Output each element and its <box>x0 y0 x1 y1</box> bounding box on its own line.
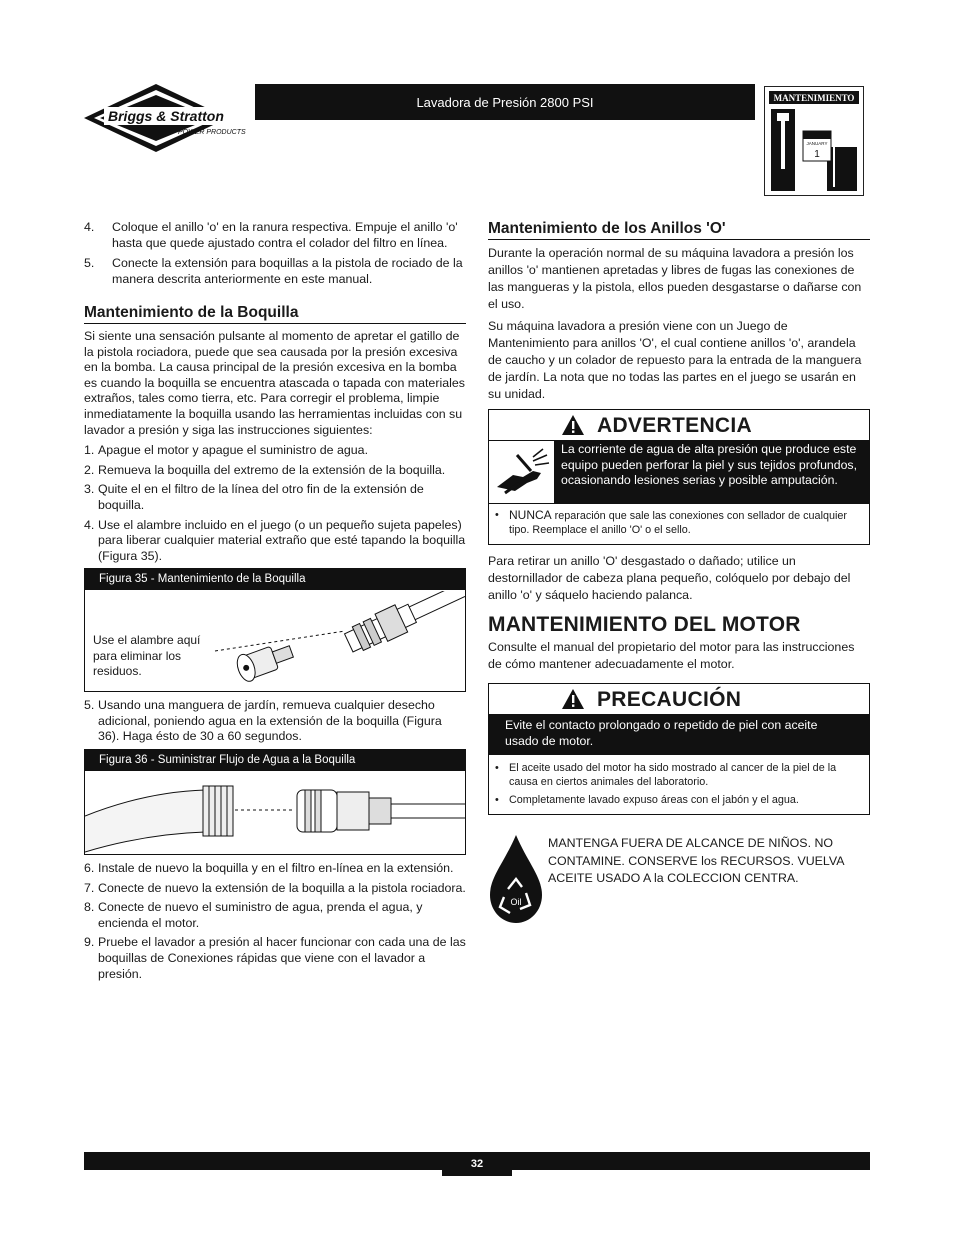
warning-bullets <box>489 503 869 544</box>
engine-paragraph: Consulte el manual del propietario del motor para las instrucciones de cómo mantener adecuadamente el motor. <box>488 640 855 671</box>
item-number: 1. <box>84 443 95 458</box>
item-number: 5. <box>84 698 95 713</box>
warning-triangle-icon <box>561 414 585 436</box>
list-item <box>84 518 466 565</box>
warning-bullet-lead: NUNCA <box>509 508 552 522</box>
caution-bullet-text: El aceite usado del motor ha sido mostrado al cancer de la piel de la causa en ciertos animales del laboratorio. <box>509 762 837 788</box>
list-item <box>84 463 466 479</box>
briggs-stratton-logo <box>82 82 254 154</box>
item-text: Conecte de nuevo la extensión de la boquilla a la pistola rociadora. <box>98 880 466 895</box>
engine-heading: MANTENIMIENTO DEL MOTOR <box>488 613 801 636</box>
warning-bullet-text: reparación que sale las conexiones con sellador de cualquier tipo. Reemplace el anillo 'O' o el sello. <box>509 510 847 536</box>
figure-36-title: Figura 36 - Suministrar Flujo de Agua a la Boquilla <box>85 750 465 771</box>
item-text: Apague el motor y apague el suministro de agua. <box>98 443 369 458</box>
caution-triangle-icon <box>561 688 585 710</box>
oil-recycle-icon <box>488 833 548 930</box>
oring-paragraph-1: Durante la operación normal de su máquina lavadora a presión los anillos 'o' mantienen apretadas y libres de fugas las conexiones de las mangueras y la pistola, ellos pueden desgastarse o dañarse con el uso. <box>488 246 862 311</box>
item-number: 2. <box>84 462 95 477</box>
warning-bullet: • NUNCA reparación que sale las conexiones con sellador de cualquier tipo. Reemplace el anillo 'O' o el sello. <box>495 508 847 536</box>
oil-label: Oil <box>510 897 522 907</box>
item-text: Instale de nuevo la boquilla y en el filtro en-línea en la extensión. <box>98 861 454 876</box>
warning-body <box>489 440 869 503</box>
figure-35 <box>84 568 466 692</box>
figure-36 <box>84 749 466 855</box>
calendar-day: 1 <box>814 149 820 160</box>
hand-spray-hazard-icon <box>489 441 555 503</box>
caution-bullets <box>489 755 869 814</box>
item-text: Remueva la boquilla del extremo de la extensión de la boquilla. <box>98 462 446 477</box>
caution-bullet: • Completamente lavado expuso áreas con el jabón y el agua. <box>495 794 799 806</box>
figure-35-title: Figura 35 - Mantenimiento de la Boquilla <box>85 569 465 590</box>
nozzle-illustration <box>205 591 465 691</box>
nozzle-intro: Si siente una sensación pulsante al momento de apretar el gatillo de la pistola rociadora, puede que sea causada por la presión excesiva en la bomba. La causa principal de la presión excesiva en la bomba es cuando la boquilla se encuentra atascada o tapada con materiales extraños, tales como tierra, etc. Para corregir el problema, limpie inmediatamente la boquilla usando las herramientas incluidas con su lavador a presión y siga las instrucciones siguientes: <box>84 328 465 437</box>
item-number: 9. <box>84 935 95 950</box>
calendar-month: JANUARY <box>806 141 828 146</box>
recycle-notice <box>488 833 870 930</box>
caution-bullet: • El aceite usado del motor ha sido mostrado al cancer de la piel de la causa en ciertos animales del laboratorio. <box>495 761 863 789</box>
recycle-text: MANTENGA FUERA DE ALCANCE DE NIÑOS. NO CONTAMINE. CONSERVE los RECURSOS. VUELVA ACEITE USADO A la COLECCION CENTRA. <box>548 836 844 885</box>
item-text: Coloque el anillo 'o' en la ranura respectiva. Empuje el anillo 'o' hasta que quede ajustado contra el colador del filtro en línea. <box>112 220 458 250</box>
figure-35-callout: Use el alambre aquí para eliminar los residuos. <box>93 633 201 679</box>
item-text: Pruebe el lavador a presión al hacer funcionar con cada una de las boquillas de Conexiones rápidas que viene con el lavador a presión. <box>98 935 466 981</box>
oring-heading: Mantenimiento de los Anillos 'O' <box>488 220 870 240</box>
item-number: 3. <box>84 482 95 497</box>
hose-illustration <box>85 772 465 854</box>
list-item <box>84 482 466 513</box>
item-number: 4. <box>84 517 95 532</box>
list-item <box>84 900 466 931</box>
list-item <box>84 698 466 745</box>
item-number: 4. <box>84 220 95 234</box>
brand-name: Briggs & Stratton <box>108 108 224 124</box>
warning-header <box>489 410 869 440</box>
item-text: Quite el en el filtro de la línea del otro fin de la extensión de boquilla. <box>98 482 424 512</box>
list-item <box>84 256 466 287</box>
left-column <box>84 220 466 986</box>
oring-paragraph-2: Su máquina lavadora a presión viene con un Juego de Mantenimiento para anillos 'O', el cual contiene anillos 'o', arandela de caucho y un colador de repuesto para la entrada de la manguera de jardín. La nota que no todas las partes en el juego se usarán en su unidad. <box>488 319 862 401</box>
warning-box <box>488 409 870 545</box>
oring-paragraph-3: Para retirar un anillo 'O' desgastado o dañado; utilice un destornillador de cabeza plana pequeño, colóquelo por debajo del anillo 'o' y sáquelo haciendo palanca. <box>488 554 851 602</box>
list-item <box>84 220 466 251</box>
brand-subtitle: POWER PRODUCTS <box>178 129 246 136</box>
warning-dark-text: La corriente de agua de alta presión que produce este equipo pueden perforar la piel y sus tejidos profundos, ocasionando lesiones serias y posible amputación. <box>555 441 869 503</box>
warning-title: ADVERTENCIA <box>597 413 752 437</box>
page-number: 32 <box>442 1152 512 1176</box>
item-text: Use el alambre incluido en el juego (o un pequeño sujeta papeles) para liberar cualquier material extraño que esté tapando la boquilla (Figura 35). <box>98 517 466 563</box>
caution-header <box>489 684 869 714</box>
list-item <box>84 861 466 877</box>
item-number: 5. <box>84 256 95 271</box>
item-text: Usando una manguera de jardín, remueva cualquier desecho adicional, poniendo agua en la extensión de la boquilla (Figura 36). Haga ésto de 30 a 60 segundos. <box>98 698 442 744</box>
right-column <box>488 220 870 930</box>
caution-box <box>488 683 870 815</box>
maintenance-icon <box>764 86 864 196</box>
item-text: Conecte la extensión para boquillas a la pistola de rociado de la manera descrita anteriormente en este manual. <box>112 256 463 286</box>
caution-title: PRECAUCIÓN <box>597 687 742 711</box>
item-number: 6. <box>84 861 95 876</box>
item-number: 8. <box>84 900 95 915</box>
document-title: Lavadora de Presión 2800 PSI <box>416 94 594 110</box>
caution-dark-text: Evite el contacto prolongado o repetido de piel con aceite usado de motor. <box>489 714 869 755</box>
nozzle-heading: Mantenimiento de la Boquilla <box>84 305 466 324</box>
header-title-bar <box>255 84 755 120</box>
item-number: 7. <box>84 880 95 895</box>
list-item <box>84 443 466 459</box>
list-item <box>84 881 466 897</box>
list-item <box>84 935 466 982</box>
maintenance-label: MANTENIMIENTO <box>773 93 855 103</box>
item-text: Conecte de nuevo el suministro de agua, prenda el agua, y encienda el motor. <box>98 900 423 930</box>
caution-bullet-text: Completamente lavado expuso áreas con el jabón y el agua. <box>509 794 799 806</box>
